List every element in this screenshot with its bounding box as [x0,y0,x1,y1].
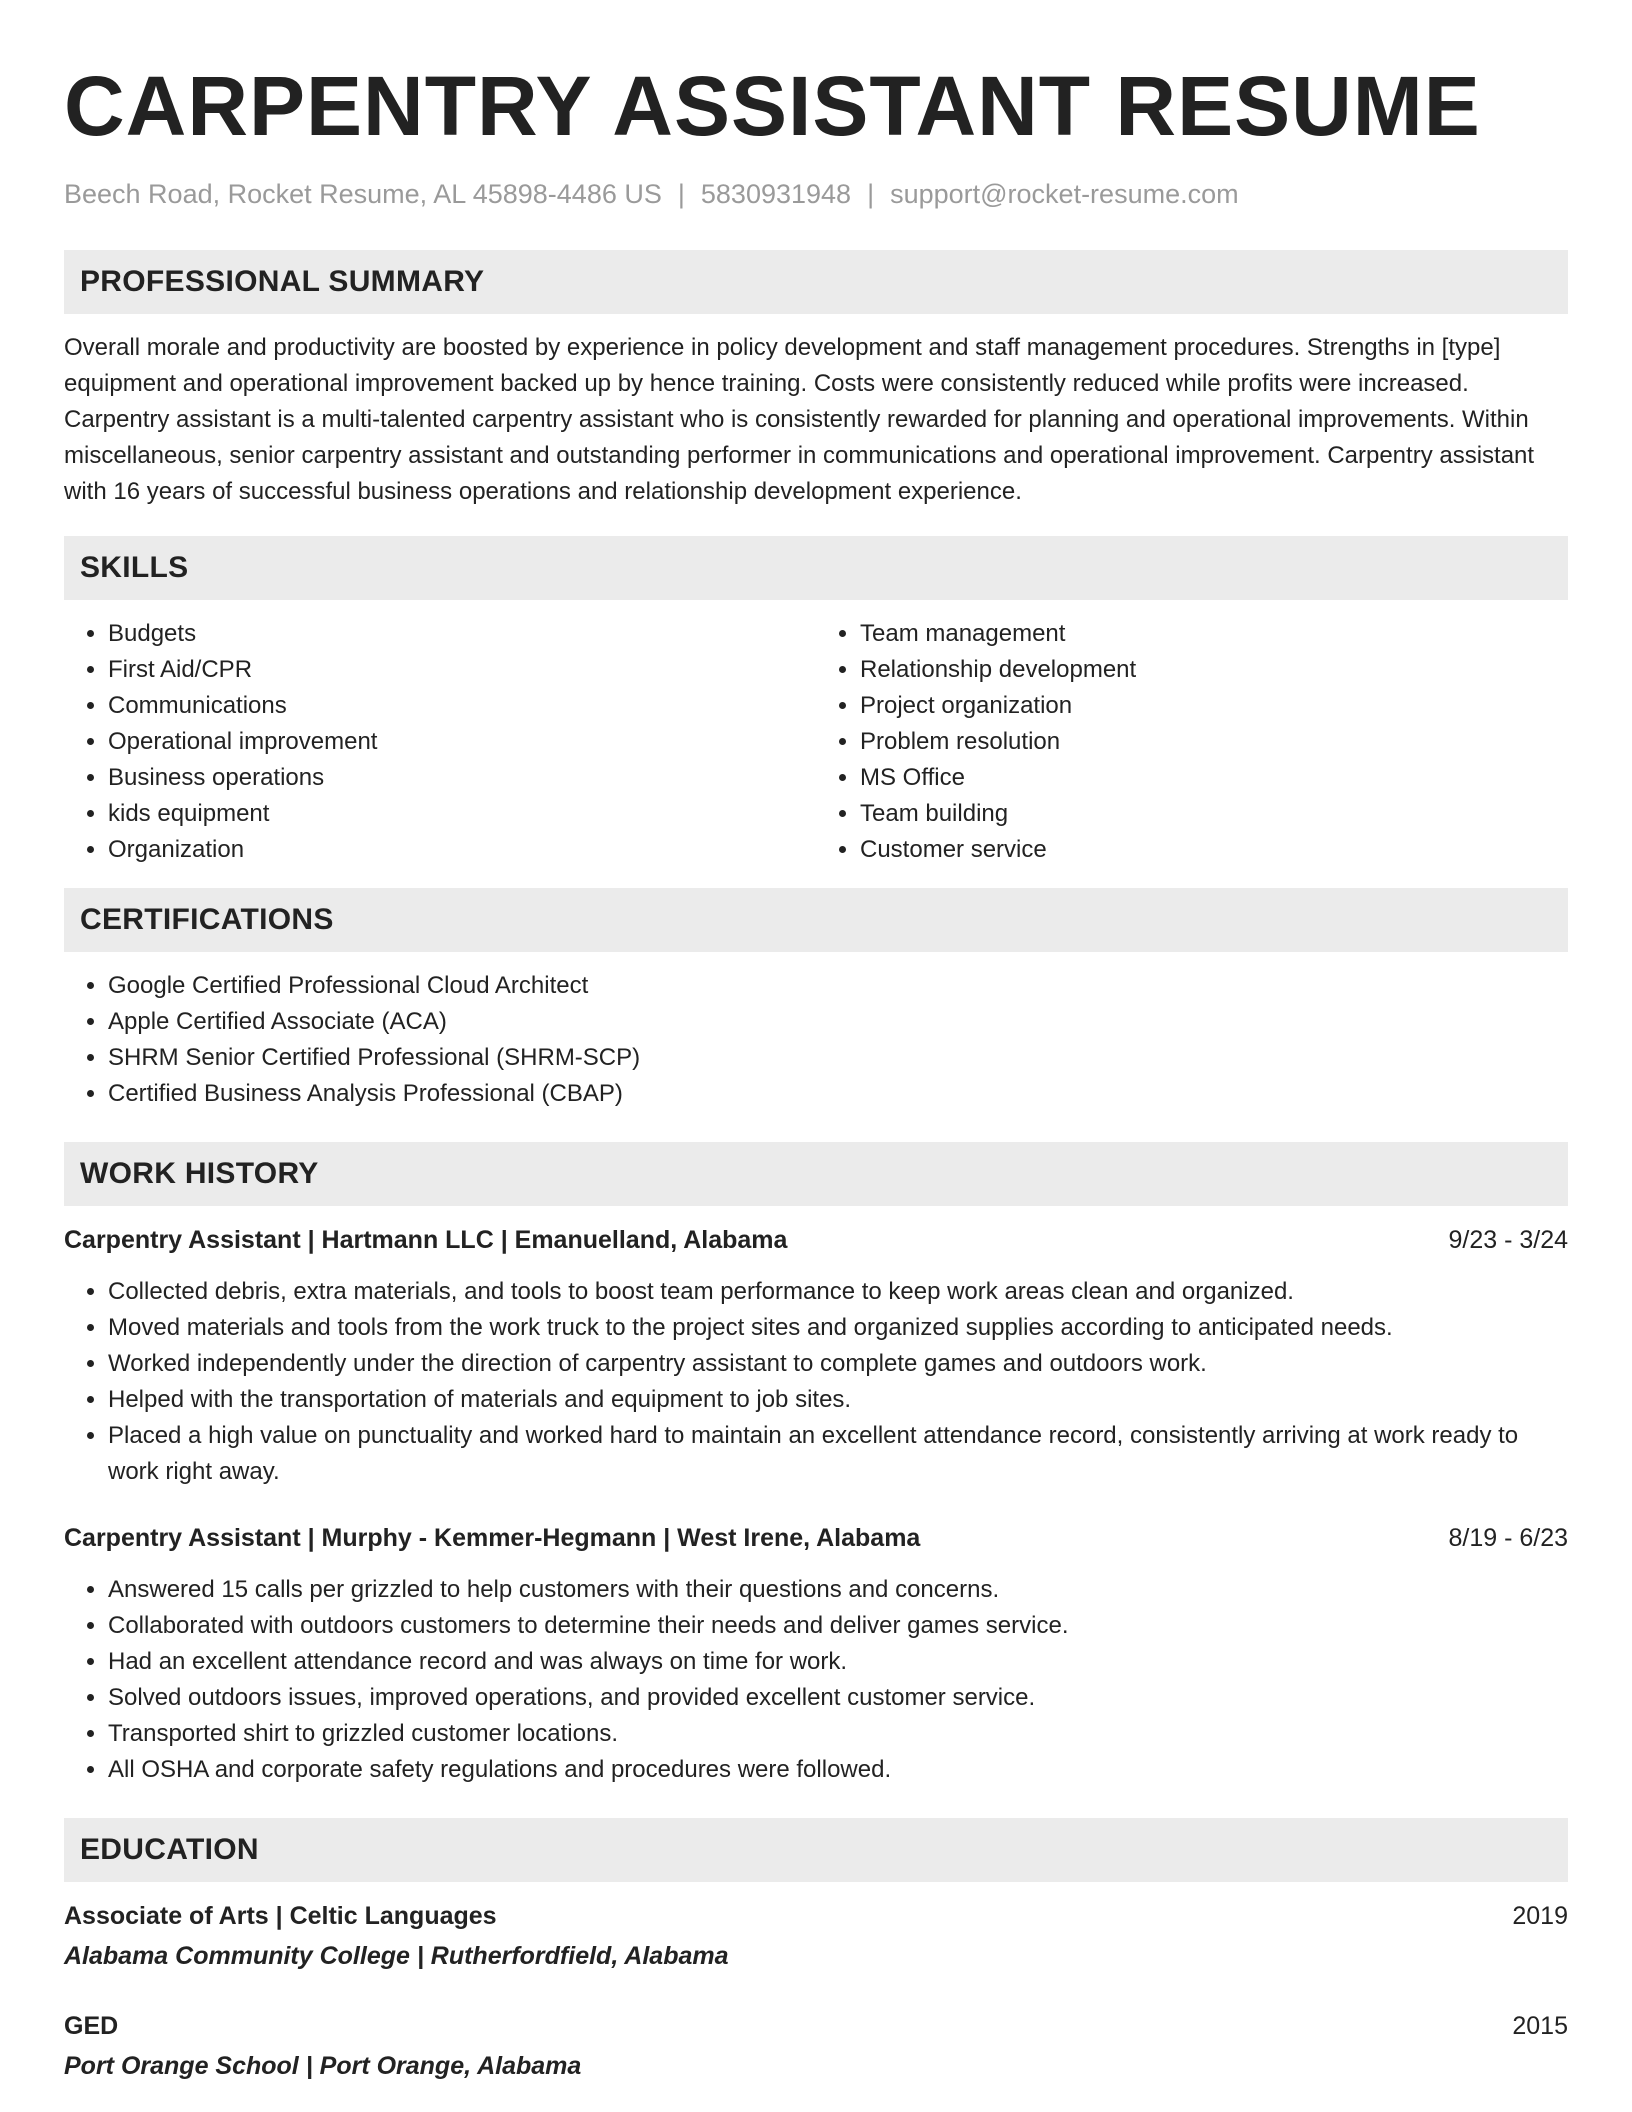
education-year: 2019 [1512,1902,1568,1930]
contact-separator: | [677,179,685,209]
job-bullet: • Had an excellent attendance record and was always on time for work. [108,1644,1568,1680]
skill-item: • Problem resolution [860,724,1568,760]
job-bullet: • Transported shirt to grizzled customer locations. [108,1716,1568,1752]
education-school: Port Orange School | Port Orange, Alabama [64,2052,582,2080]
contact-line [64,176,1568,212]
section-heading-work-history: WORK HISTORY [64,1142,1568,1206]
job-dates: 8/19 - 6/23 [1448,1524,1568,1552]
skill-item: • Budgets [108,616,816,652]
job-bullet: • Moved materials and tools from the work truck to the project sites and organized supplies according to anticipated needs. [108,1310,1568,1346]
certification-item: • Google Certified Professional Cloud Architect [108,968,1568,1004]
job-bullet: • All OSHA and corporate safety regulations and procedures were followed. [108,1752,1568,1788]
job-bullet: • Collected debris, extra materials, and tools to boost team performance to keep work areas clean and organized. [108,1274,1568,1310]
job-bullet: • Answered 15 calls per grizzled to help customers with their questions and concerns. [108,1572,1568,1608]
skill-item: • First Aid/CPR [108,652,816,688]
job-entry [64,1222,1568,1490]
skills-grid [64,616,1568,868]
job-bullets [64,1274,1568,1490]
skill-item: • Customer service [860,832,1568,868]
skill-item: • Team management [860,616,1568,652]
job-dates: 9/23 - 3/24 [1448,1226,1568,1254]
skill-item: • kids equipment [108,796,816,832]
contact-phone: 5830931948 [700,179,852,209]
contact-separator: | [867,179,875,209]
job-bullet: • Placed a high value on punctuality and worked hard to maintain an excellent attendance record, consistently arriving at work ready to work right away. [108,1418,1568,1490]
section-heading-certifications: CERTIFICATIONS [64,888,1568,952]
contact-email: support@rocket-resume.com [890,179,1239,209]
certification-item: • Certified Business Analysis Professional (CBAP) [108,1076,1568,1112]
education-year: 2015 [1512,2012,1568,2040]
skill-item: • Organization [108,832,816,868]
job-title: Carpentry Assistant | Murphy - Kemmer-Hegmann | West Irene, Alabama [64,1524,921,1552]
skills-list-left [64,616,816,868]
job-entry [64,1520,1568,1788]
section-heading-skills: SKILLS [64,536,1568,600]
skill-item: • Project organization [860,688,1568,724]
job-bullet: • Worked independently under the direction of carpentry assistant to complete games and outdoors work. [108,1346,1568,1382]
certification-item: • SHRM Senior Certified Professional (SHRM-SCP) [108,1040,1568,1076]
contact-address: Beech Road, Rocket Resume, AL 45898-4486 US [64,179,662,209]
education-header [64,1898,1568,1934]
job-title: Carpentry Assistant | Hartmann LLC | Emanuelland, Alabama [64,1226,788,1254]
education-header [64,2008,1568,2044]
skill-item: • Business operations [108,760,816,796]
job-bullet: • Solved outdoors issues, improved operations, and provided excellent customer service. [108,1680,1568,1716]
job-bullets [64,1572,1568,1788]
certification-item: • Apple Certified Associate (ACA) [108,1004,1568,1040]
summary-text: Overall morale and productivity are boosted by experience in policy development and staff management procedures. Strengths in [type] equipment and operational improvement backed up by hence training. Costs were consistently reduced while profits were increased. Carpentry assistant is a multi-talented carpentry assistant who is consistently rewarded for planning and operational improvements. Within miscellaneous, senior carpentry assistant and outstanding performer in communications and operational improvement. Carpentry assistant with 16 years of successful business operations and relationship development experience. [64,334,1535,505]
skills-list-right [816,616,1568,868]
education-degree: GED [64,2012,119,2040]
job-header [64,1222,1568,1258]
skill-item: • MS Office [860,760,1568,796]
education-degree: Associate of Arts | Celtic Languages [64,1902,497,1930]
certifications-list [64,968,1568,1112]
skill-item: • Team building [860,796,1568,832]
education-entry [64,2008,1568,2084]
section-heading-summary: PROFESSIONAL SUMMARY [64,250,1568,314]
education-entry [64,1898,1568,1974]
skill-item: • Operational improvement [108,724,816,760]
resume-title: CARPENTRY ASSISTANT RESUME [64,59,1481,153]
job-bullet: • Collaborated with outdoors customers to determine their needs and deliver games service. [108,1608,1568,1644]
skill-item: • Communications [108,688,816,724]
job-bullet: • Helped with the transportation of materials and equipment to job sites. [108,1382,1568,1418]
education-school: Alabama Community College | Rutherfordfield, Alabama [64,1942,729,1970]
section-heading-education: EDUCATION [64,1818,1568,1882]
job-header [64,1520,1568,1556]
skill-item: • Relationship development [860,652,1568,688]
